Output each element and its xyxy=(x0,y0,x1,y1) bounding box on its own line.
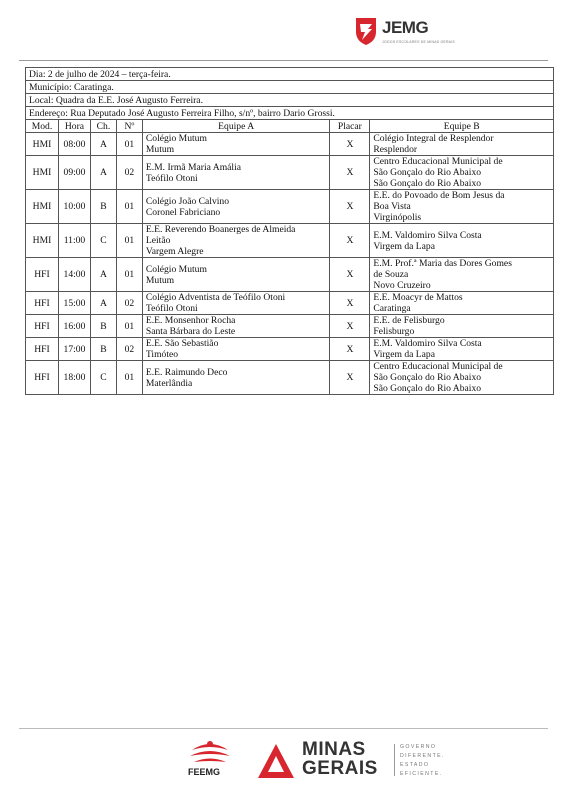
equipe-b-line: de Souza xyxy=(373,269,409,280)
cell-hora: 08:00 xyxy=(58,133,90,156)
cell-ch: A xyxy=(90,292,116,315)
table-header-row xyxy=(26,120,554,133)
col-header-num: Nº xyxy=(116,120,142,133)
minas-gerais-logo xyxy=(256,740,456,784)
cell-placar: X xyxy=(330,315,370,338)
jemg-shield-icon xyxy=(354,16,378,46)
cell-num: 01 xyxy=(116,361,142,395)
cell-hora: 16:00 xyxy=(58,315,90,338)
cell-mod: HFI xyxy=(26,258,59,292)
gerais-word: GERAIS xyxy=(302,758,378,779)
col-header-equipe-a: Equipe A xyxy=(142,120,330,133)
equipe-a-line: Coronel Fabriciano xyxy=(145,206,221,218)
table-row xyxy=(26,258,554,292)
table-row xyxy=(26,133,554,156)
feemg-text: FEEMG xyxy=(188,767,221,777)
cell-equipe-b xyxy=(370,315,554,338)
cell-hora: 11:00 xyxy=(58,224,90,258)
cell-ch: B xyxy=(90,190,116,224)
equipe-b-line: E.M. Valdomiro Silva Costa xyxy=(373,338,482,349)
equipe-b-line: São Gonçalo do Rio Abaixo xyxy=(373,167,482,178)
equipe-b-line: Centro Educacional Municipal de xyxy=(373,361,503,372)
cell-hora: 10:00 xyxy=(58,190,90,224)
cell-ch: B xyxy=(90,338,116,361)
equipe-b-line: E.M. Valdomiro Silva Costa xyxy=(373,229,482,241)
cell-equipe-a xyxy=(142,156,330,190)
cell-equipe-a xyxy=(142,224,330,258)
equipe-a-line: E.E. Monsenhor Rocha xyxy=(145,315,236,326)
jemg-brand-text: JEMG xyxy=(382,18,429,37)
col-header-mod: Mod. xyxy=(26,120,59,133)
tagline-eficiente: EFICIENTE. xyxy=(400,771,443,777)
tagline-governo: GOVERNO xyxy=(400,744,437,750)
table-row xyxy=(26,315,554,338)
info-endereco: Endereço: Rua Deputado José Augusto Ferreira Filho, s/nº, bairro Dario Grossi. xyxy=(26,107,554,120)
table-row xyxy=(26,361,554,395)
equipe-b-line: Novo Cruzeiro xyxy=(373,280,431,291)
cell-placar: X xyxy=(330,224,370,258)
equipe-b-line: Colégio Integral de Resplendor xyxy=(373,133,494,144)
info-local: Local: Quadra da E.E. José Augusto Ferreira. xyxy=(26,94,554,107)
equipe-b-line: E.M. Prof.ª Maria das Dores Gomes xyxy=(373,258,512,269)
cell-mod: HFI xyxy=(26,338,59,361)
cell-hora: 15:00 xyxy=(58,292,90,315)
jemg-tagline: JOGOS ESCOLARES DE MINAS GERAIS xyxy=(382,40,455,44)
equipe-a-line: Teófilo Otoni xyxy=(145,172,198,184)
jemg-logo xyxy=(354,14,455,50)
equipe-a-line: Vargem Alegre xyxy=(145,246,204,257)
cell-equipe-a xyxy=(142,190,330,224)
col-header-ch: Ch. xyxy=(90,120,116,133)
feemg-emblem-icon xyxy=(186,740,234,768)
cell-equipe-b xyxy=(370,361,554,395)
logo-separator xyxy=(394,744,395,776)
equipe-b-line: E.E. de Felisburgo xyxy=(373,315,445,326)
equipe-b-line: E.E. do Povoado de Bom Jesus da xyxy=(373,190,505,201)
equipe-a-line: Mutum xyxy=(145,274,175,286)
info-municipio: Município: Caratinga. xyxy=(26,81,554,94)
cell-num: 01 xyxy=(116,315,142,338)
equipe-b-line: São Gonçalo do Rio Abaixo xyxy=(373,178,482,189)
cell-mod: HFI xyxy=(26,315,59,338)
col-header-placar: Placar xyxy=(330,120,370,133)
cell-mod: HFI xyxy=(26,292,59,315)
cell-ch: C xyxy=(90,224,116,258)
equipe-a-line: Colégio Adventista de Teófilo Otoni xyxy=(145,292,286,303)
cell-num: 01 xyxy=(116,190,142,224)
cell-placar: X xyxy=(330,292,370,315)
schedule-table xyxy=(25,67,554,395)
equipe-a-line: Colégio Mutum xyxy=(145,263,207,275)
col-header-equipe-b: Equipe B xyxy=(370,120,554,133)
minas-gerais-triangle-icon xyxy=(256,742,296,780)
cell-ch: B xyxy=(90,315,116,338)
cell-hora: 09:00 xyxy=(58,156,90,190)
cell-equipe-b xyxy=(370,338,554,361)
cell-mod: HFI xyxy=(26,361,59,395)
equipe-a-line: E.E. Raimundo Deco xyxy=(145,366,228,378)
cell-mod: HMI xyxy=(26,190,59,224)
cell-ch: C xyxy=(90,361,116,395)
equipe-a-line: Timóteo xyxy=(145,349,179,360)
cell-equipe-b xyxy=(370,258,554,292)
equipe-b-line: Virgem da Lapa xyxy=(373,240,435,252)
cell-equipe-a xyxy=(142,338,330,361)
equipe-a-line: E.M. Irmã Maria Amália xyxy=(145,161,241,173)
cell-num: 02 xyxy=(116,156,142,190)
cell-equipe-a xyxy=(142,361,330,395)
table-row xyxy=(26,156,554,190)
cell-num: 01 xyxy=(116,133,142,156)
info-dia: Dia: 2 de julho de 2024 – terça-feira. xyxy=(26,68,554,81)
cell-hora: 17:00 xyxy=(58,338,90,361)
cell-equipe-a xyxy=(142,292,330,315)
header-divider xyxy=(19,60,548,61)
cell-equipe-a xyxy=(142,315,330,338)
cell-placar: X xyxy=(330,190,370,224)
table-row xyxy=(26,224,554,258)
equipe-b-line: São Gonçalo do Rio Abaixo xyxy=(373,383,482,394)
equipe-b-line: E.E. Moacyr de Mattos xyxy=(373,292,463,303)
cell-equipe-a xyxy=(142,258,330,292)
equipe-b-line: Virginópolis xyxy=(373,212,422,223)
info-row-local xyxy=(26,94,554,107)
cell-placar: X xyxy=(330,156,370,190)
cell-mod: HMI xyxy=(26,224,59,258)
cell-hora: 14:00 xyxy=(58,258,90,292)
cell-equipe-b xyxy=(370,133,554,156)
feemg-logo xyxy=(186,740,234,782)
equipe-a-line: Teófilo Otoni xyxy=(145,303,198,314)
equipe-a-line: Colégio Mutum xyxy=(145,133,207,144)
cell-placar: X xyxy=(330,133,370,156)
cell-num: 02 xyxy=(116,292,142,315)
cell-ch: A xyxy=(90,156,116,190)
equipe-b-line: Virgem da Lapa xyxy=(373,349,435,360)
cell-equipe-b xyxy=(370,224,554,258)
col-header-hora: Hora xyxy=(58,120,90,133)
minas-word: MINAS xyxy=(302,739,366,760)
cell-placar: X xyxy=(330,338,370,361)
tagline-estado: ESTADO xyxy=(400,762,430,768)
equipe-a-line: Materlândia xyxy=(145,377,193,389)
equipe-b-line: Resplendor xyxy=(373,144,418,155)
cell-num: 02 xyxy=(116,338,142,361)
cell-equipe-b xyxy=(370,292,554,315)
equipe-b-line: São Gonçalo do Rio Abaixo xyxy=(373,372,482,383)
table-row xyxy=(26,292,554,315)
cell-placar: X xyxy=(330,258,370,292)
cell-equipe-a xyxy=(142,133,330,156)
info-row-municipio xyxy=(26,81,554,94)
equipe-a-line: Colégio João Calvino xyxy=(145,195,230,207)
equipe-b-line: Centro Educacional Municipal de xyxy=(373,156,503,167)
cell-mod: HMI xyxy=(26,133,59,156)
cell-placar: X xyxy=(330,361,370,395)
tagline-diferente: DIFERENTE. xyxy=(400,753,445,759)
cell-mod: HMI xyxy=(26,156,59,190)
equipe-a-line: E.E. Reverendo Boanerges de Almeida xyxy=(145,224,296,235)
cell-equipe-b xyxy=(370,156,554,190)
table-row xyxy=(26,190,554,224)
cell-num: 01 xyxy=(116,224,142,258)
equipe-b-line: Boa Vista xyxy=(373,201,411,212)
cell-hora: 18:00 xyxy=(58,361,90,395)
info-row-endereco xyxy=(26,107,554,120)
cell-num: 01 xyxy=(116,258,142,292)
equipe-b-line: Caratinga xyxy=(373,303,411,314)
footer-divider xyxy=(19,728,548,729)
cell-equipe-b xyxy=(370,190,554,224)
cell-ch: A xyxy=(90,133,116,156)
info-row-dia xyxy=(26,68,554,81)
equipe-a-line: Leitão xyxy=(145,235,171,246)
equipe-b-line: Felisburgo xyxy=(373,326,415,337)
cell-ch: A xyxy=(90,258,116,292)
equipe-a-line: Santa Bárbara do Leste xyxy=(145,326,236,337)
equipe-a-line: Mutum xyxy=(145,144,175,155)
equipe-a-line: E.E. São Sebastião xyxy=(145,338,219,349)
table-row xyxy=(26,338,554,361)
